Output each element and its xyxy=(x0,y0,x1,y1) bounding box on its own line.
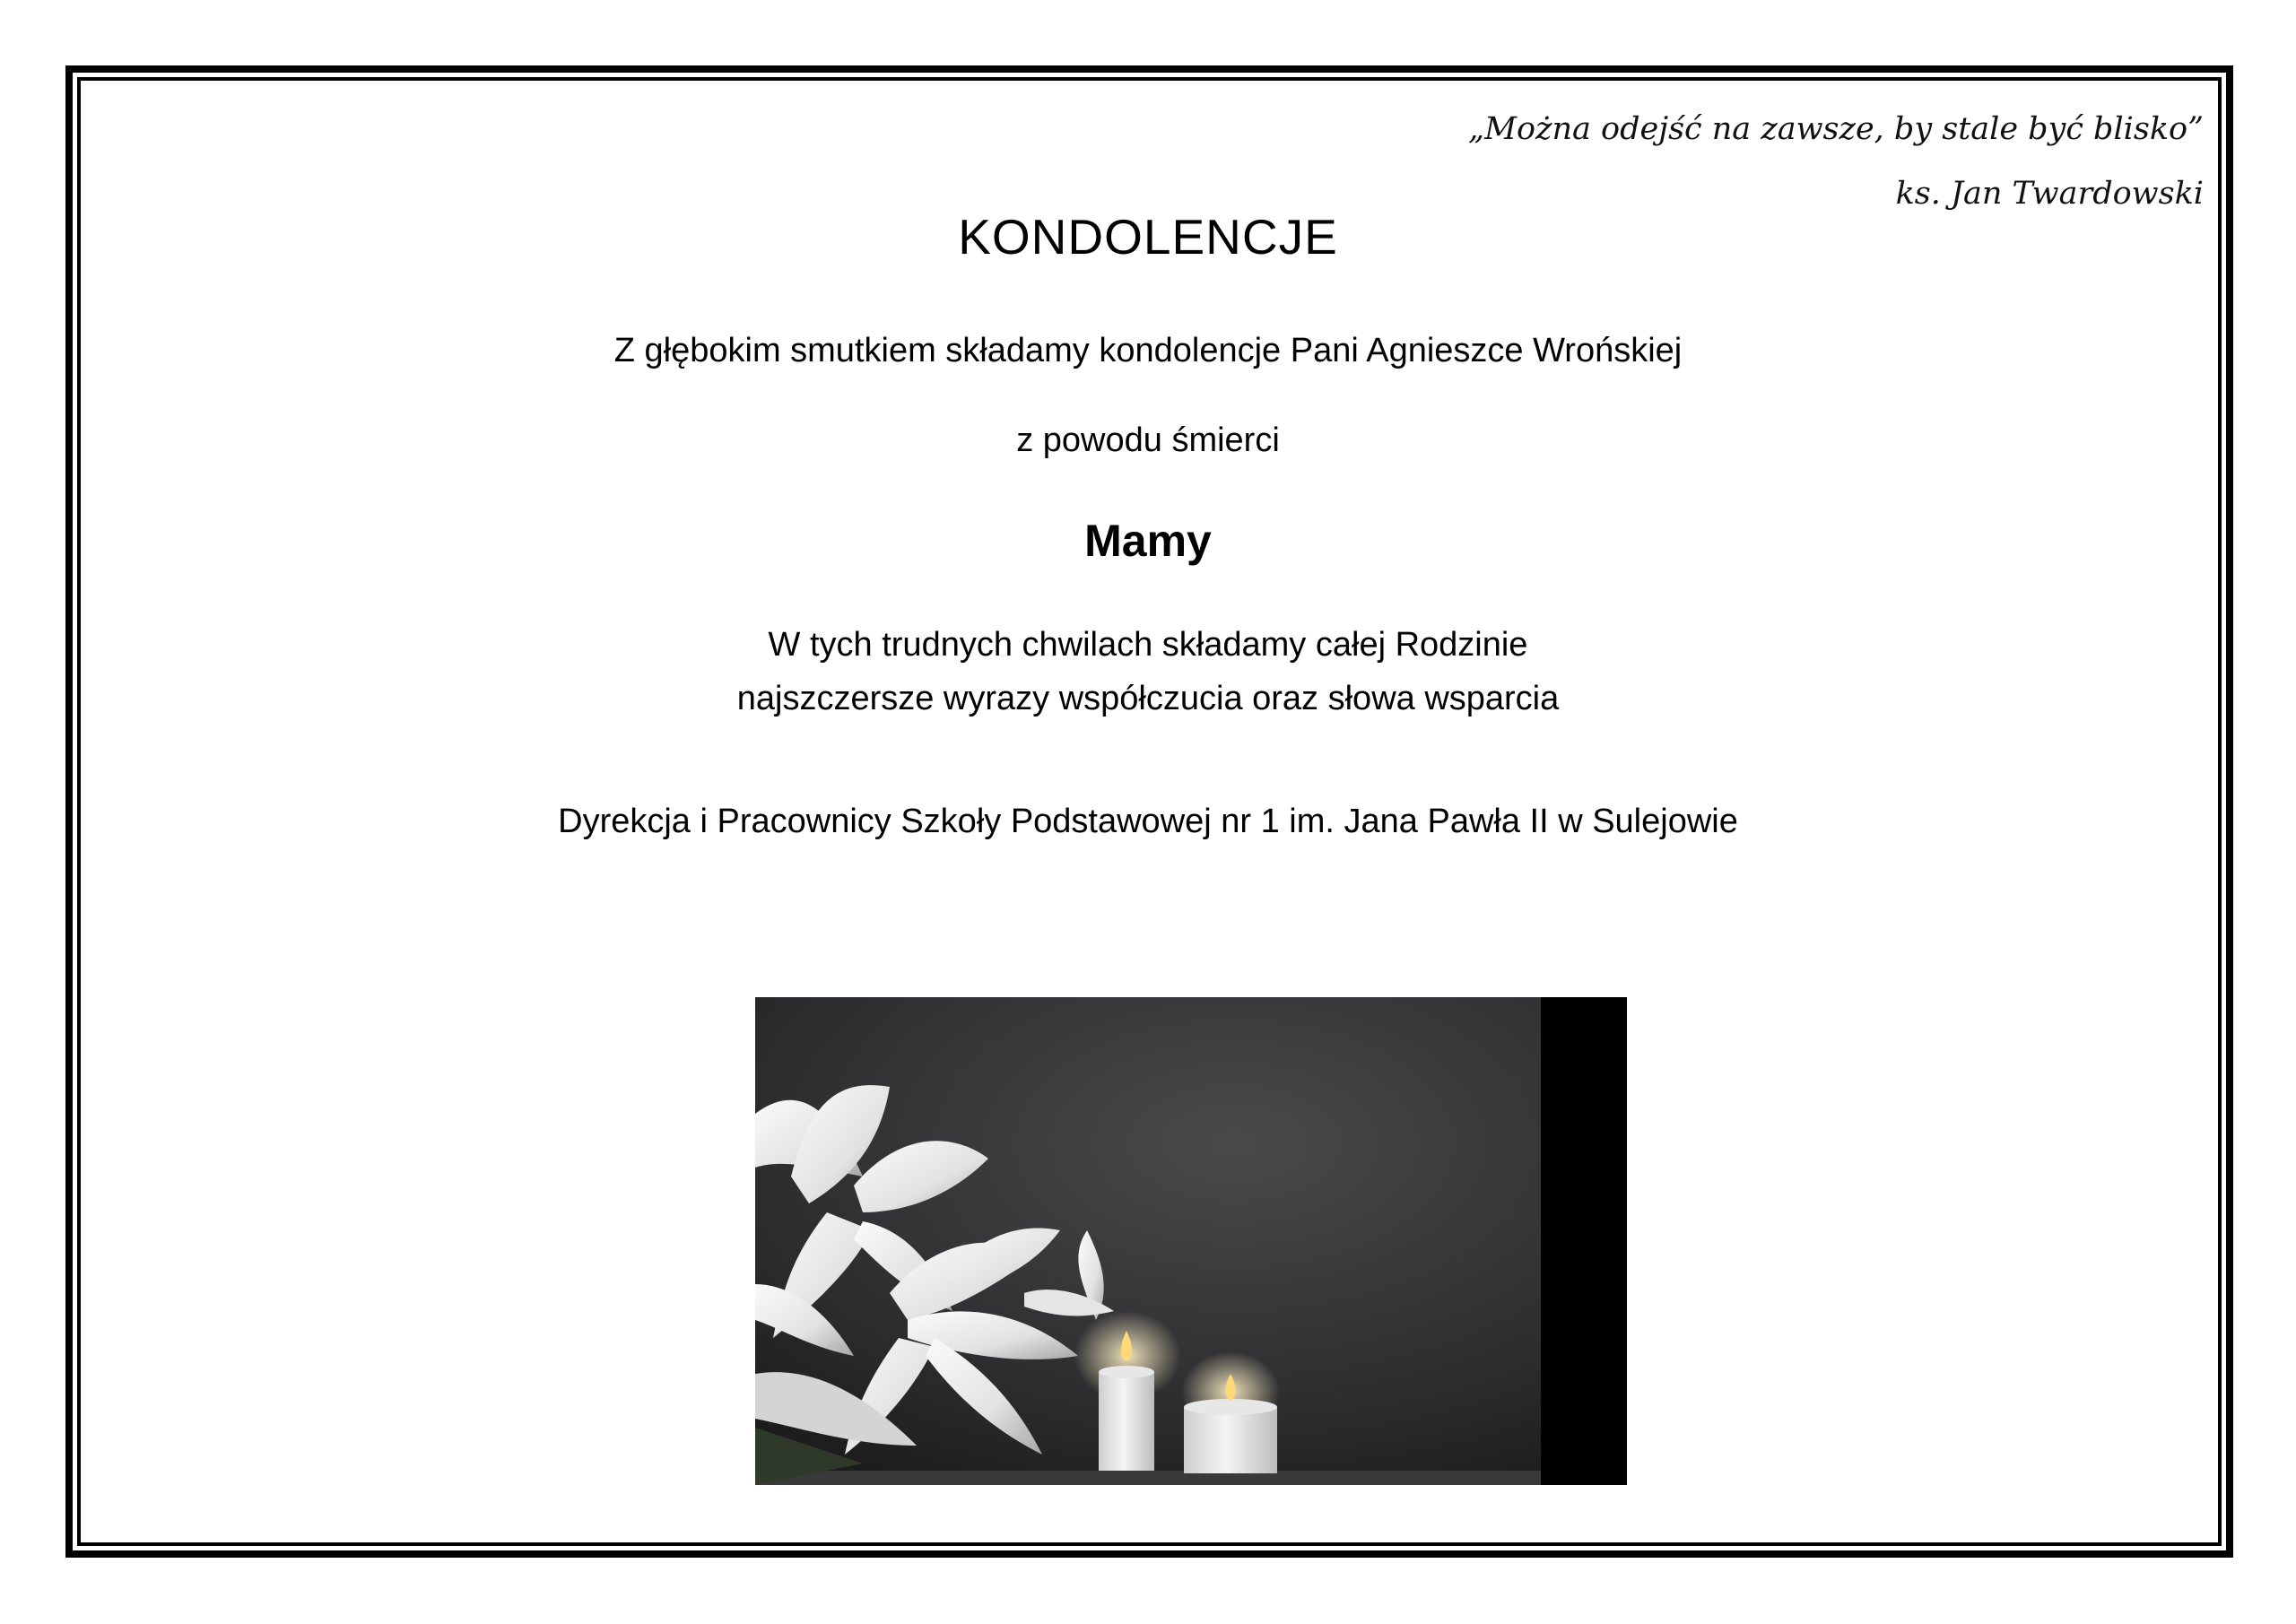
deceased-name: Mamy xyxy=(1084,516,1212,566)
quote-block xyxy=(1468,97,2204,226)
quote-text: „Można odejść na zawsze, by stale być blisko” xyxy=(1468,111,2204,147)
reason-line: z powodu śmierci xyxy=(1016,421,1280,459)
support-line-1: W tych trudnych chwilach składamy całej Rodzinie xyxy=(768,626,1528,664)
intro-line: Z głębokim smutkiem składamy kondolencje Pani Agnieszce Wrońskiej xyxy=(613,332,1683,369)
signature-line: Dyrekcja i Pracownicy Szkoły Podstawowej nr 1 im. Jana Pawła II w Sulejowie xyxy=(558,803,1738,840)
page-title: KONDOLENCJE xyxy=(958,209,1338,265)
quote-author: ks. Jan Twardowski xyxy=(1895,176,2204,212)
lilies-candles-photo xyxy=(755,997,1627,1485)
support-line-2: najszczersze wyrazy współczucia oraz słowa wsparcia xyxy=(736,680,1560,717)
